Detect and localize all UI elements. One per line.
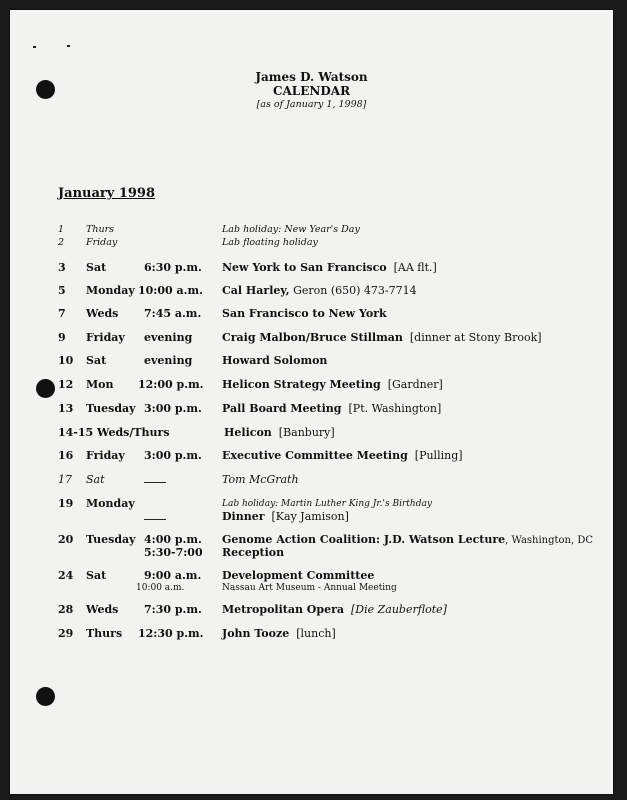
- document-page: [10, 10, 613, 794]
- entry-note: Geron (650) 473-7714: [293, 284, 417, 297]
- entry-day: Friday: [86, 449, 125, 462]
- entry-note: , Washington, DC: [505, 535, 594, 546]
- entry-event: Helicon: [224, 426, 272, 439]
- entry-event: Development Committee: [222, 569, 375, 582]
- entry-date: 10: [58, 354, 74, 367]
- entry-note: [Pt. Washington]: [348, 402, 442, 415]
- entry-event: Lab floating holiday: [222, 237, 318, 248]
- entry-event: Genome Action Coalition: J.D. Watson Lecture: [222, 533, 506, 546]
- entry-note: [Pulling]: [414, 449, 463, 462]
- entry-event: Executive Committee Meeting: [222, 449, 408, 462]
- entry-day: Sat: [86, 261, 107, 274]
- author-name: James D. Watson: [255, 70, 368, 84]
- entry-event-small: Lab holiday: Martin Luther King Jr.'s Birthday: [222, 499, 432, 509]
- entry-day: Monday: [86, 497, 135, 510]
- entry-event: Lab holiday: New Year's Day: [222, 224, 360, 235]
- month-heading: January 1998: [58, 186, 156, 201]
- entry-date: 9: [58, 331, 66, 344]
- entry-date: 14-15 Weds/Thurs: [58, 426, 170, 439]
- entry-date: 19: [58, 497, 74, 510]
- entry-day: Sat: [86, 569, 107, 582]
- entry-day: Sat: [86, 354, 107, 367]
- entry-day: Friday: [86, 331, 125, 344]
- entry-note: [Die Zauberflote]: [351, 603, 447, 616]
- entry-event: Craig Malbon/Bruce Stillman: [222, 331, 403, 344]
- entry-time: 3:00 p.m.: [144, 449, 202, 462]
- entry-date: 3: [58, 261, 66, 274]
- entry-time: 3:00 p.m.: [144, 402, 202, 415]
- entry-note: [lunch]: [296, 627, 336, 640]
- entry-time: 7:45 a.m.: [144, 307, 202, 320]
- entry-date: 28: [58, 603, 74, 616]
- entry-event: Tom McGrath: [222, 473, 299, 486]
- entry-time: evening: [144, 331, 193, 344]
- entry-time-2: 10:00 a.m.: [136, 583, 185, 593]
- speck: [67, 45, 70, 47]
- entry-note: [dinner at Stony Brook]: [409, 331, 542, 344]
- blank-time-line: [144, 510, 166, 520]
- entry-event: New York to San Francisco: [222, 261, 387, 274]
- entry-time: evening: [144, 354, 193, 367]
- entry-event: Helicon Strategy Meeting: [222, 378, 381, 391]
- entry-day: Thurs: [86, 224, 114, 235]
- entry-time: 7:30 p.m.: [144, 603, 202, 616]
- speck: [33, 46, 36, 48]
- document-title: CALENDAR: [272, 84, 351, 98]
- punch-hole: [36, 379, 55, 398]
- entry-date: 7: [58, 307, 66, 320]
- entry-date: 24: [58, 569, 74, 582]
- entry-date: 29: [58, 627, 74, 640]
- entry-day: Friday: [86, 237, 118, 248]
- entry-time: 6:30 p.m.: [144, 261, 202, 274]
- entry-day: Weds: [86, 307, 119, 320]
- entry-date: 20: [58, 533, 74, 546]
- entry-day: Weds: [86, 603, 119, 616]
- entry-time: 10:00 a.m.: [138, 284, 203, 297]
- entry-event: John Tooze: [222, 627, 290, 640]
- entry-time: 4:00 p.m.: [144, 533, 202, 546]
- entry-note: [Kay Jamison]: [271, 510, 349, 523]
- entry-event: Cal Harley,: [222, 284, 290, 297]
- document-header: [10, 70, 613, 112]
- entry-note: [AA flt.]: [393, 261, 437, 274]
- entry-day: Tuesday: [86, 533, 136, 546]
- entry-event: Dinner: [222, 510, 265, 523]
- entry-date: 5: [58, 284, 66, 297]
- entry-date: 12: [58, 378, 74, 391]
- entry-time: 9:00 a.m.: [144, 569, 202, 582]
- entry-event: San Francisco to New York: [222, 307, 387, 320]
- entry-day: Sat: [86, 473, 105, 486]
- entry-day: Monday: [86, 284, 135, 297]
- blank-time-line: [144, 473, 166, 483]
- entry-date: 17: [58, 473, 72, 486]
- entry-date: 2: [58, 237, 65, 248]
- as-of-date: [as of January 1, 1998]: [256, 99, 367, 110]
- entry-time: 12:00 p.m.: [138, 378, 204, 391]
- entry-event-2: Reception: [222, 546, 285, 559]
- entry-day: Tuesday: [86, 402, 136, 415]
- entry-date: 13: [58, 402, 74, 415]
- entry-time-2: 5:30-7:00: [144, 546, 203, 559]
- entry-day: Thurs: [86, 627, 123, 640]
- entry-day: Mon: [86, 378, 114, 391]
- entry-note: [Gardner]: [387, 378, 443, 391]
- entry-date: 1: [58, 224, 65, 235]
- punch-hole: [36, 687, 55, 706]
- entry-time: 12:30 p.m.: [138, 627, 204, 640]
- entry-event-2: Nassau Art Museum - Annual Meeting: [222, 583, 397, 593]
- entry-event: Howard Solomon: [222, 354, 328, 367]
- entry-note: [Banbury]: [278, 426, 335, 439]
- entry-event: Pall Board Meeting: [222, 402, 342, 415]
- entry-event: Metropolitan Opera: [222, 603, 345, 616]
- entry-date: 16: [58, 449, 74, 462]
